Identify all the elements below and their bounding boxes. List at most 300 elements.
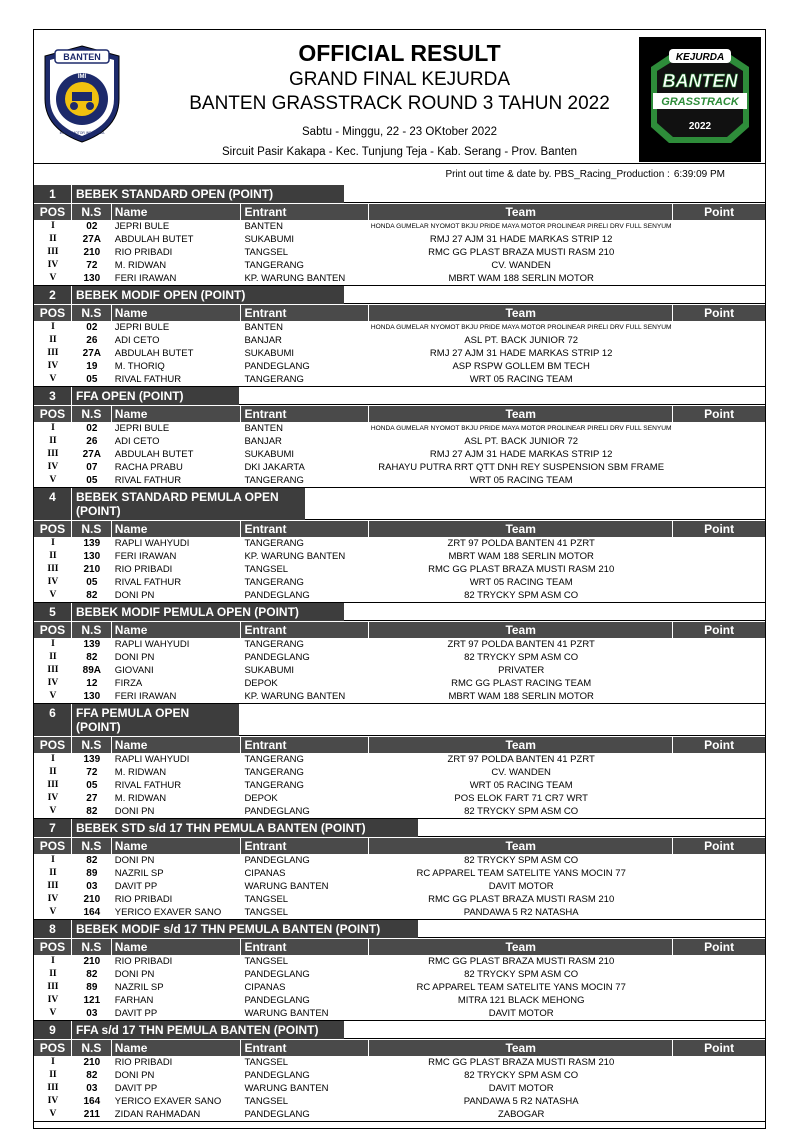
table-row — [34, 766, 765, 779]
table-row — [34, 955, 765, 968]
table-row — [34, 664, 765, 677]
entrant-cell: DEPOK — [244, 678, 278, 689]
pos-column-header: POS — [34, 521, 72, 537]
team-cell: 82 TRYCKY SPM ASM CO — [464, 1070, 579, 1081]
team-cell: PANDAWA 5 R2 NATASHA — [463, 907, 579, 918]
position-cell: II — [49, 436, 57, 446]
point-cell — [673, 373, 765, 386]
entrant-cell: CIPANAS — [244, 982, 286, 993]
point-column-header: Point — [704, 306, 735, 320]
start-number-cell: 26 — [86, 335, 98, 346]
team-cell: RMJ 27 AJM 31 HADE MARKAS STRIP 12 — [429, 348, 613, 359]
start-number-cell: 130 — [83, 691, 101, 702]
rider-name-cell: RIVAL FATHUR — [114, 780, 182, 791]
point-cell — [673, 576, 765, 589]
point-cell — [673, 690, 765, 703]
position-cell: V — [49, 273, 57, 283]
category-section — [34, 286, 765, 387]
rider-name-cell: M. THORIQ — [114, 361, 165, 372]
category-section — [34, 603, 765, 704]
entrant-column-header: Entrant — [241, 737, 369, 753]
rider-name-cell: DAVIT PP — [114, 1008, 158, 1019]
position-cell: V — [49, 806, 57, 816]
position-cell: I — [51, 855, 55, 865]
table-row — [34, 792, 765, 805]
entrant-cell: TANGSEL — [244, 956, 289, 967]
table-header-row — [34, 938, 765, 955]
team-column-header: Team — [369, 622, 673, 638]
point-cell — [673, 347, 765, 360]
entrant-cell: WARUNG BANTEN — [244, 881, 329, 892]
position-cell: V — [49, 374, 57, 384]
start-number-cell: 27A — [82, 348, 102, 359]
rider-name-cell: FERI IRAWAN — [114, 273, 177, 284]
table-row — [34, 854, 765, 867]
position-cell: II — [49, 969, 57, 979]
entrant-cell: PANDEGLANG — [244, 855, 310, 866]
printout-info — [34, 164, 765, 185]
entrant-cell: TANGERANG — [244, 374, 304, 385]
point-cell — [673, 792, 765, 805]
entrant-cell: SUKABUMI — [244, 665, 295, 676]
rider-name-cell: ADI CETO — [114, 335, 160, 346]
team-cell: ZRT 97 POLDA BANTEN 41 PZRT — [447, 538, 595, 549]
category-title: FFA PEMULA OPEN (POINT) — [72, 704, 239, 736]
position-cell: V — [49, 907, 57, 917]
table-header-row — [34, 736, 765, 753]
entrant-cell: TANGERANG — [244, 639, 304, 650]
rider-name-cell: RIO PRIBADI — [114, 894, 173, 905]
entrant-cell: WARUNG BANTEN — [244, 1008, 329, 1019]
entrant-cell: TANGERANG — [244, 577, 304, 588]
category-number: 7 — [34, 819, 72, 837]
rider-name-cell: RIVAL FATHUR — [114, 577, 182, 588]
team-cell: RMJ 27 AJM 31 HADE MARKAS STRIP 12 — [429, 449, 613, 460]
table-row — [34, 360, 765, 373]
rider-name-cell: DAVIT PP — [114, 1083, 158, 1094]
table-row — [34, 677, 765, 690]
team-cell: PRIVATER — [498, 665, 545, 676]
team-cell: CV. WANDEN — [491, 767, 551, 778]
category-section — [34, 704, 765, 819]
position-cell: IV — [47, 894, 59, 904]
table-row — [34, 373, 765, 386]
table-row — [34, 259, 765, 272]
point-column-header: Point — [704, 839, 735, 853]
team-cell: MBRT WAM 188 SERLIN MOTOR — [448, 691, 594, 702]
category-title: BEBEK MODIF PEMULA OPEN (POINT) — [72, 603, 344, 621]
rider-name-cell: ABDULAH BUTET — [114, 348, 194, 359]
category-section — [34, 920, 765, 1021]
table-row — [34, 968, 765, 981]
table-row — [34, 1007, 765, 1020]
category-header — [34, 387, 765, 405]
table-row — [34, 638, 765, 651]
start-number-cell: 05 — [86, 780, 98, 791]
category-section — [34, 387, 765, 488]
team-cell: DAVIT MOTOR — [488, 1008, 554, 1019]
entrant-cell: PANDEGLANG — [244, 652, 310, 663]
point-cell — [673, 1108, 765, 1121]
rider-name-cell: ZIDAN RAHMADAN — [114, 1109, 201, 1120]
position-cell: III — [47, 982, 59, 992]
entrant-cell: PANDEGLANG — [244, 1070, 310, 1081]
rider-name-cell: ABDULAH BUTET — [114, 234, 194, 245]
team-cell: HONDA GUMELAR NYOMOT BKJU PRIDE MAYA MOTOR PROLINEAR PIRELI DRV FULL SENYUM — [370, 425, 672, 432]
start-number-cell: 82 — [86, 969, 98, 980]
position-cell: II — [49, 1070, 57, 1080]
entrant-cell: WARUNG BANTEN — [244, 1083, 329, 1094]
point-cell — [673, 448, 765, 461]
entrant-column-header: Entrant — [241, 406, 369, 422]
pos-column-header: POS — [34, 406, 72, 422]
category-number: 6 — [34, 704, 72, 736]
team-cell: WRT 05 RACING TEAM — [469, 577, 573, 588]
name-column-header: Name — [112, 406, 242, 422]
table-row — [34, 981, 765, 994]
table-row — [34, 233, 765, 246]
logo-imi-text: IMI — [77, 74, 87, 80]
point-column-header: Point — [704, 623, 735, 637]
point-cell — [673, 664, 765, 677]
rider-name-cell: RIO PRIBADI — [114, 1057, 173, 1068]
entrant-cell: PANDEGLANG — [244, 969, 310, 980]
team-cell: RMC GG PLAST RACING TEAM — [451, 678, 592, 689]
team-cell: MBRT WAM 188 SERLIN MOTOR — [448, 273, 594, 284]
name-column-header: Name — [112, 737, 242, 753]
start-number-cell: 27A — [82, 449, 102, 460]
table-row — [34, 880, 765, 893]
position-cell: I — [51, 423, 55, 433]
entrant-cell: BANTEN — [244, 423, 283, 434]
point-column-header: Point — [704, 1041, 735, 1055]
position-cell: II — [49, 868, 57, 878]
rider-name-cell: ABDULAH BUTET — [114, 449, 194, 460]
category-header — [34, 704, 765, 736]
table-row — [34, 867, 765, 880]
start-number-cell: 72 — [86, 767, 98, 778]
entrant-column-header: Entrant — [241, 622, 369, 638]
logo-banten-big-text: BANTEN — [662, 71, 738, 91]
rider-name-cell: RIVAL FATHUR — [114, 475, 182, 486]
rider-name-cell: YERICO EXAVER SANO — [114, 1096, 222, 1107]
point-cell — [673, 1069, 765, 1082]
category-number: 4 — [34, 488, 72, 520]
team-cell: CV. WANDEN — [491, 260, 551, 271]
ns-column-header: N.S — [72, 1040, 112, 1056]
start-number-cell: 82 — [86, 590, 98, 601]
point-cell — [673, 638, 765, 651]
rider-name-cell: RACHA PRABU — [114, 462, 183, 473]
point-cell — [673, 854, 765, 867]
start-number-cell: 19 — [86, 361, 98, 372]
start-number-cell: 210 — [83, 564, 101, 575]
entrant-cell: TANGSEL — [244, 564, 289, 575]
position-cell: II — [49, 767, 57, 777]
pos-column-header: POS — [34, 622, 72, 638]
start-number-cell: 82 — [86, 855, 98, 866]
point-cell — [673, 1056, 765, 1069]
entrant-cell: TANGSEL — [244, 1057, 289, 1068]
entrant-cell: TANGERANG — [244, 260, 304, 271]
table-row — [34, 461, 765, 474]
position-cell: II — [49, 652, 57, 662]
entrant-cell: BANJAR — [244, 335, 282, 346]
point-cell — [673, 360, 765, 373]
point-cell — [673, 435, 765, 448]
start-number-cell: 82 — [86, 806, 98, 817]
rider-name-cell: DONI PN — [114, 969, 155, 980]
entrant-cell: SUKABUMI — [244, 449, 295, 460]
position-cell: II — [49, 234, 57, 244]
table-row — [34, 994, 765, 1007]
rider-name-cell: FERI IRAWAN — [114, 691, 177, 702]
point-cell — [673, 1007, 765, 1020]
point-cell — [673, 461, 765, 474]
point-cell — [673, 880, 765, 893]
team-cell: POS ELOK FART 71 CR7 WRT — [454, 793, 588, 804]
position-cell: III — [47, 564, 59, 574]
position-cell: III — [47, 881, 59, 891]
table-header-row — [34, 520, 765, 537]
point-cell — [673, 321, 765, 334]
position-cell: II — [49, 335, 57, 345]
start-number-cell: 05 — [86, 374, 98, 385]
table-row — [34, 589, 765, 602]
point-cell — [673, 994, 765, 1007]
rider-name-cell: DONI PN — [114, 1070, 155, 1081]
rider-name-cell: M. RIDWAN — [114, 260, 167, 271]
position-cell: III — [47, 1083, 59, 1093]
position-cell: IV — [47, 678, 59, 688]
point-cell — [673, 677, 765, 690]
position-cell: IV — [47, 1096, 59, 1106]
point-cell — [673, 779, 765, 792]
point-cell — [673, 563, 765, 576]
category-section — [34, 185, 765, 286]
start-number-cell: 121 — [83, 995, 101, 1006]
event-date: Sabtu - Minggu, 22 - 23 OKtober 2022 — [302, 126, 497, 138]
rider-name-cell: YERICO EXAVER SANO — [114, 907, 222, 918]
point-cell — [673, 334, 765, 347]
category-section — [34, 488, 765, 603]
start-number-cell: 210 — [83, 247, 101, 258]
table-row — [34, 1082, 765, 1095]
name-column-header: Name — [112, 305, 242, 321]
entrant-cell: KP. WARUNG BANTEN — [244, 551, 346, 562]
rider-name-cell: JEPRI BULE — [114, 221, 170, 232]
table-row — [34, 220, 765, 233]
entrant-column-header: Entrant — [241, 939, 369, 955]
point-cell — [673, 1082, 765, 1095]
table-row — [34, 347, 765, 360]
start-number-cell: 02 — [86, 423, 98, 434]
entrant-cell: TANGSEL — [244, 247, 289, 258]
team-column-header: Team — [369, 406, 673, 422]
position-cell: IV — [47, 260, 59, 270]
table-row — [34, 1069, 765, 1082]
table-row — [34, 272, 765, 285]
rider-name-cell: RAPLI WAHYUDI — [114, 754, 190, 765]
position-cell: V — [49, 691, 57, 701]
position-cell: I — [51, 956, 55, 966]
table-row — [34, 1108, 765, 1121]
name-column-header: Name — [112, 622, 242, 638]
start-number-cell: 130 — [83, 551, 101, 562]
start-number-cell: 210 — [83, 956, 101, 967]
start-number-cell: 164 — [83, 1096, 101, 1107]
start-number-cell: 27 — [86, 793, 98, 804]
entrant-cell: TANGSEL — [244, 894, 289, 905]
ns-column-header: N.S — [72, 406, 112, 422]
team-cell: 82 TRYCKY SPM ASM CO — [464, 652, 579, 663]
sheet-header — [34, 30, 765, 164]
category-header — [34, 819, 765, 837]
pos-column-header: POS — [34, 939, 72, 955]
category-number: 8 — [34, 920, 72, 938]
category-header — [34, 920, 765, 938]
entrant-column-header: Entrant — [241, 838, 369, 854]
table-row — [34, 563, 765, 576]
start-number-cell: 03 — [86, 1083, 98, 1094]
point-column-header: Point — [704, 940, 735, 954]
table-row — [34, 651, 765, 664]
position-cell: I — [51, 221, 55, 231]
start-number-cell: 130 — [83, 273, 101, 284]
table-row — [34, 690, 765, 703]
ns-column-header: N.S — [72, 737, 112, 753]
entrant-cell: PANDEGLANG — [244, 1109, 310, 1120]
table-row — [34, 435, 765, 448]
team-cell: WRT 05 RACING TEAM — [469, 780, 573, 791]
team-column-header: Team — [369, 521, 673, 537]
position-cell: IV — [47, 793, 59, 803]
category-title: BEBEK STANDARD OPEN (POINT) — [72, 185, 344, 203]
team-cell: RAHAYU PUTRA RRT QTT DNH REY SUSPENSION SBM FRAME — [378, 462, 665, 473]
team-cell: ASL PT. BACK JUNIOR 72 — [464, 335, 579, 346]
category-header — [34, 603, 765, 621]
start-number-cell: 82 — [86, 1070, 98, 1081]
point-cell — [673, 981, 765, 994]
entrant-cell: KP. WARUNG BANTEN — [244, 691, 346, 702]
entrant-cell: PANDEGLANG — [244, 995, 310, 1006]
position-cell: IV — [47, 462, 59, 472]
rider-name-cell: RIVAL FATHUR — [114, 374, 182, 385]
name-column-header: Name — [112, 939, 242, 955]
table-row — [34, 753, 765, 766]
start-number-cell: 139 — [83, 754, 101, 765]
table-row — [34, 474, 765, 487]
team-column-header: Team — [369, 305, 673, 321]
ns-column-header: N.S — [72, 521, 112, 537]
table-row — [34, 448, 765, 461]
team-cell: DAVIT MOTOR — [488, 1083, 554, 1094]
table-row — [34, 779, 765, 792]
start-number-cell: 89 — [86, 982, 98, 993]
entrant-cell: SUKABUMI — [244, 234, 295, 245]
logo-kejurda-text: KEJURDA — [675, 52, 725, 63]
team-column-header: Team — [369, 838, 673, 854]
point-cell — [673, 246, 765, 259]
team-column-header: Team — [369, 1040, 673, 1056]
start-number-cell: 72 — [86, 260, 98, 271]
entrant-cell: BANTEN — [244, 221, 283, 232]
team-cell: PANDAWA 5 R2 NATASHA — [463, 1096, 579, 1107]
table-row — [34, 321, 765, 334]
pos-column-header: POS — [34, 1040, 72, 1056]
table-header-row — [34, 203, 765, 220]
rider-name-cell: RAPLI WAHYUDI — [114, 538, 190, 549]
team-column-header: Team — [369, 939, 673, 955]
point-cell — [673, 906, 765, 919]
point-cell — [673, 766, 765, 779]
rider-name-cell: FERI IRAWAN — [114, 551, 177, 562]
point-cell — [673, 259, 765, 272]
printout-label: Print out time & date by. PBS_Racing_Production : — [445, 169, 670, 180]
start-number-cell: 211 — [83, 1109, 100, 1120]
entrant-column-header: Entrant — [241, 1040, 369, 1056]
rider-name-cell: DONI PN — [114, 652, 155, 663]
category-title: BEBEK MODIF OPEN (POINT) — [72, 286, 344, 304]
position-cell: IV — [47, 995, 59, 1005]
rider-name-cell: DAVIT PP — [114, 881, 158, 892]
category-number: 3 — [34, 387, 72, 405]
team-cell: RMC GG PLAST BRAZA MUSTI RASM 210 — [428, 1057, 615, 1068]
rider-name-cell: JEPRI BULE — [114, 322, 170, 333]
categories-container — [34, 185, 765, 1122]
table-row — [34, 1056, 765, 1069]
rider-name-cell: GIOVANI — [114, 665, 154, 676]
point-cell — [673, 968, 765, 981]
entrant-cell: TANGERANG — [244, 538, 304, 549]
ns-column-header: N.S — [72, 305, 112, 321]
start-number-cell: 03 — [86, 881, 98, 892]
entrant-cell: PANDEGLANG — [244, 806, 310, 817]
category-title: BEBEK MODIF s/d 17 THN PEMULA BANTEN (POINT) — [72, 920, 418, 938]
entrant-cell: BANTEN — [244, 322, 283, 333]
rider-name-cell: RAPLI WAHYUDI — [114, 639, 190, 650]
position-cell: III — [47, 449, 59, 459]
point-cell — [673, 272, 765, 285]
entrant-cell: TANGSEL — [244, 907, 289, 918]
team-cell: WRT 05 RACING TEAM — [469, 475, 573, 486]
point-cell — [673, 220, 765, 233]
point-column-header: Point — [704, 205, 735, 219]
table-header-row — [34, 621, 765, 638]
point-cell — [673, 1095, 765, 1108]
point-column-header: Point — [704, 522, 735, 536]
imi-banten-logo — [41, 44, 123, 144]
entrant-column-header: Entrant — [241, 204, 369, 220]
point-column-header: Point — [704, 407, 735, 421]
point-column-header: Point — [704, 738, 735, 752]
event-title: GRAND FINAL KEJURDA — [289, 69, 510, 90]
ns-column-header: N.S — [72, 838, 112, 854]
ns-column-header: N.S — [72, 939, 112, 955]
rider-name-cell: RIO PRIBADI — [114, 956, 173, 967]
start-number-cell: 12 — [86, 678, 98, 689]
start-number-cell: 26 — [86, 436, 98, 447]
category-section — [34, 1021, 765, 1122]
point-cell — [673, 867, 765, 880]
category-title: BEBEK STD s/d 17 THN PEMULA BANTEN (POINT) — [72, 819, 418, 837]
rider-name-cell: M. RIDWAN — [114, 767, 167, 778]
team-cell: ASP RSPW GOLLEM BM TECH — [452, 361, 590, 372]
entrant-cell: TANGERANG — [244, 754, 304, 765]
position-cell: I — [51, 639, 55, 649]
start-number-cell: 05 — [86, 475, 98, 486]
pos-column-header: POS — [34, 305, 72, 321]
